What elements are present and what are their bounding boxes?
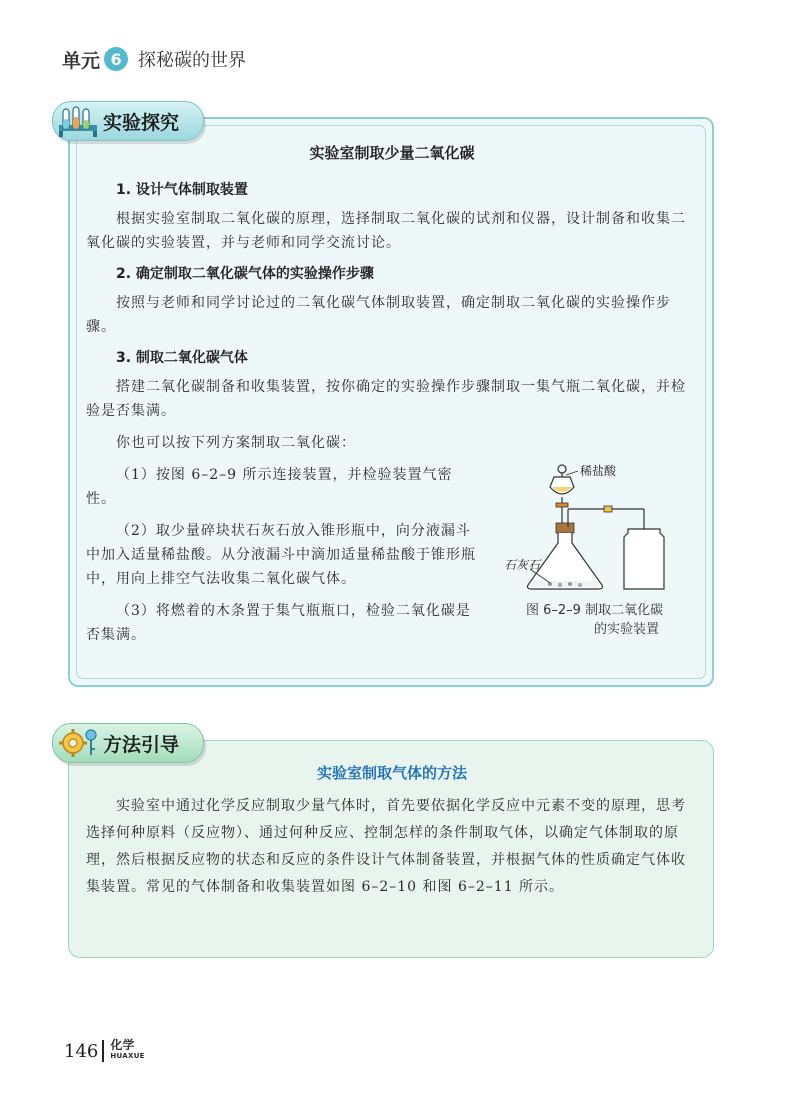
unit-number-badge: 6	[104, 47, 128, 71]
co2-apparatus-illustration	[504, 457, 698, 597]
page-number: 146	[64, 1040, 99, 1062]
section-heading-2: 2. 确定制取二氧化碳气体的实验操作步骤	[116, 266, 374, 282]
subject-en: HUAXUE	[110, 1052, 145, 1060]
gear-key-icon	[57, 725, 101, 761]
label-limestone: 石灰石	[504, 558, 541, 572]
apparatus-figure	[504, 457, 698, 639]
unit-label: 单元	[62, 49, 101, 72]
page-footer	[64, 1040, 145, 1062]
method-banner	[52, 723, 204, 763]
section-heading-1: 1. 设计气体制取装置	[116, 182, 248, 198]
test-tubes-icon	[57, 103, 101, 139]
section-heading-3: 3. 制取二氧化碳气体	[116, 350, 248, 366]
footer-subject	[110, 1040, 144, 1062]
unit-header	[62, 44, 246, 74]
section-text-2: 按照与老师和同学讨论过的二氧化碳气体制取装置，确定制取二氧化碳的实验操作步骤。	[86, 295, 671, 335]
figure-caption	[526, 601, 698, 639]
label-dilute-hcl: 稀盐酸	[580, 464, 617, 478]
step-2: （2）取少量碎块状石灰石放入锥形瓶中，向分液漏斗中加入适量稀盐酸。从分液漏斗中滴加适量稀盐酸于锥形瓶中，用向上排空气法收集二氧化碳气体。	[86, 523, 476, 587]
figure-caption-line2: 的实验装置	[594, 622, 660, 637]
section-text-1: 根据实验室制取二氧化碳的原理，选择制取二氧化碳的试剂和仪器，设计制备和收集二氧化碳的实验装置，并与老师和同学交流讨论。	[86, 211, 686, 251]
figure-caption-line1: 图 6–2–9 制取二氧化碳	[526, 603, 664, 618]
steps-and-figure	[86, 463, 698, 647]
section-text-3: 搭建二氧化碳制备和收集装置，按你确定的实验操作步骤制取一集气瓶二氧化碳，并检验是否集满。	[86, 379, 686, 419]
method-content	[86, 762, 698, 901]
step-1: （1）按图 6–2–9 所示连接装置，并检验装置气密性。	[86, 467, 453, 507]
method-banner-label: 方法引导	[103, 733, 180, 756]
alternative-intro: 你也可以按下列方案制取二氧化碳：	[116, 435, 356, 451]
experiment-title: 实验室制取少量二氧化碳	[309, 144, 475, 162]
unit-title: 探秘碳的世界	[138, 50, 247, 71]
method-title: 实验室制取气体的方法	[316, 764, 467, 782]
experiment-banner-label: 实验探究	[103, 111, 180, 134]
step-3: （3）将燃着的木条置于集气瓶瓶口，检验二氧化碳是否集满。	[86, 603, 471, 643]
method-text: 实验室中通过化学反应制取少量气体时，首先要依据化学反应中元素不变的原理，思考选择何种原料（反应物）、通过何种反应、控制怎样的条件制取气体，以确定气体制取的原理，然后根据反应物的状态和反应的条件设计气体制备装置，并根据气体的性质确定气体收集装置。常见的气体制备和收集装置如图 6–2–10 和图 6–2–11 所示。	[86, 798, 686, 895]
subject-cn: 化学	[110, 1038, 135, 1052]
experiment-banner	[52, 101, 204, 141]
experiment-content	[86, 142, 698, 655]
footer-divider	[102, 1040, 104, 1062]
